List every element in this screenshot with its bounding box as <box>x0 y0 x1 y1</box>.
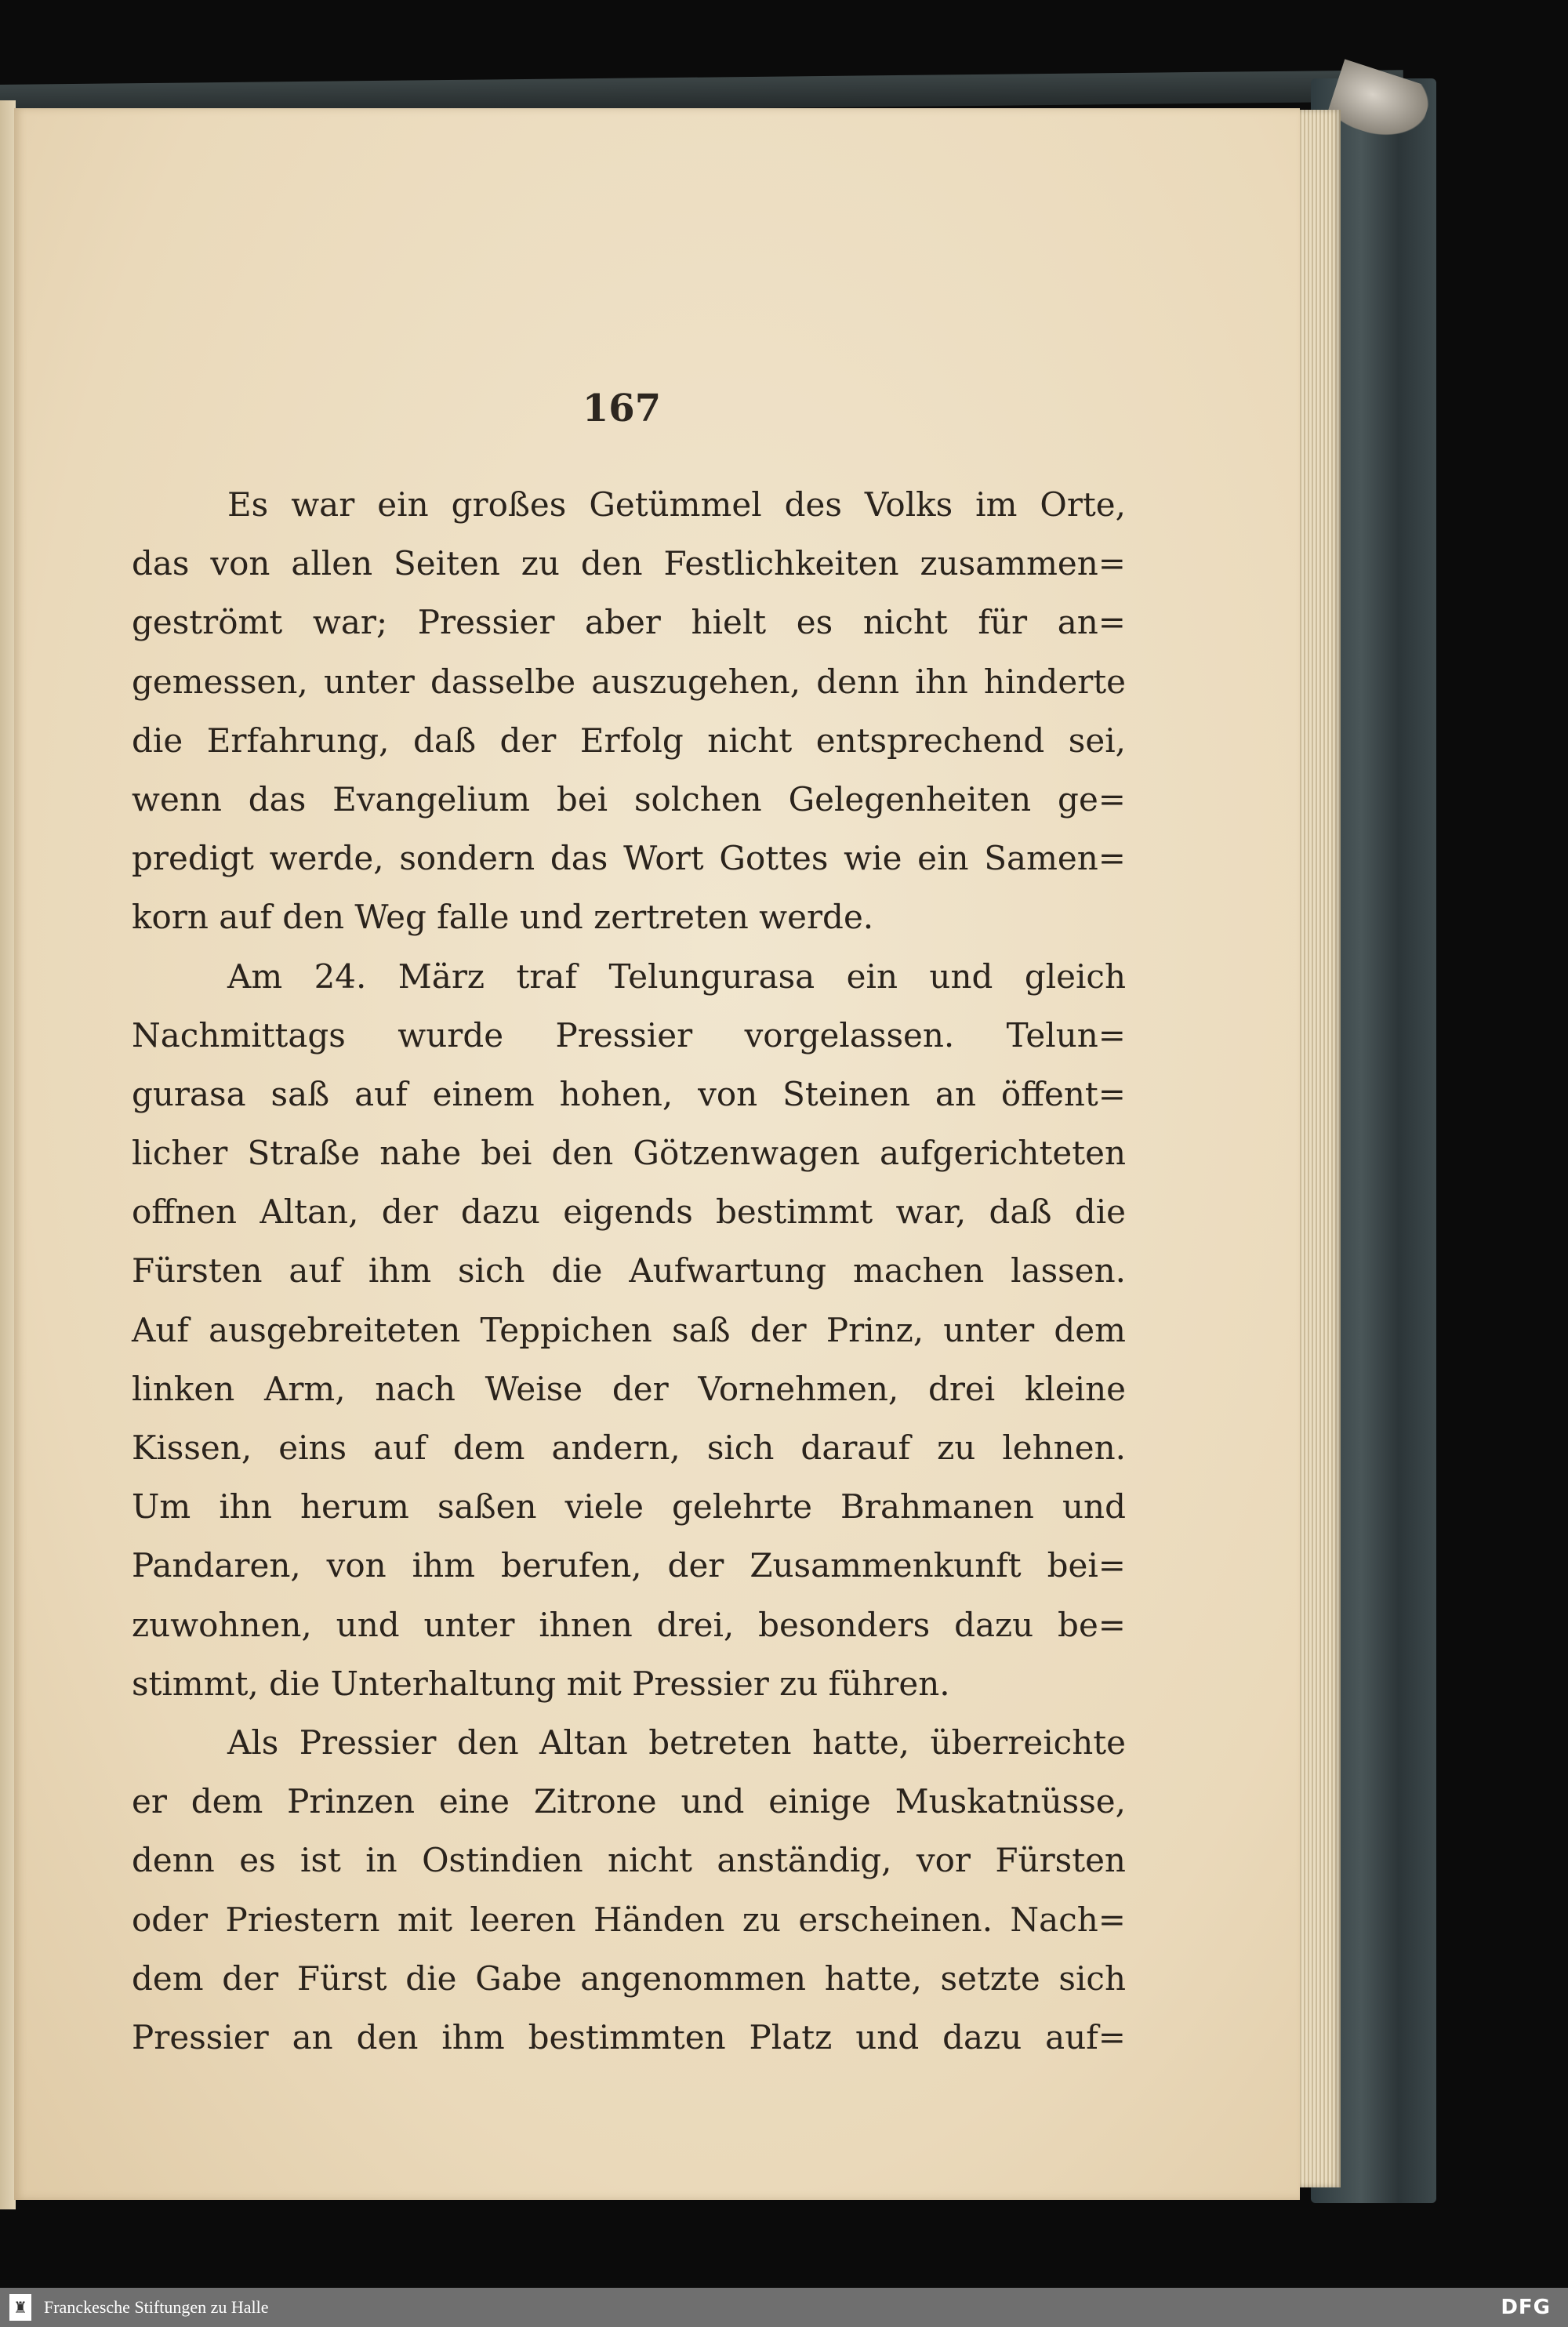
text-line: Pressier an den ihm bestimmten Platz und dazu auf= <box>132 2017 1126 2057</box>
text-line: Auf ausgebreiteten Teppichen saß der Prinz, unter dem <box>132 1310 1126 1349</box>
text-line: Pandaren, von ihm berufen, der Zusammenkunft bei= <box>132 1546 1126 1585</box>
institution-logo-icon[interactable]: ♜ <box>9 2294 31 2321</box>
body-text <box>132 475 1126 2067</box>
text-line: linken Arm, nach Weise der Vornehmen, drei kleine <box>132 1369 1126 1408</box>
book-page <box>14 108 1300 2200</box>
text-line: stimmt, die Unterhaltung mit Pressier zu führen. <box>132 1664 950 1703</box>
text-line: offnen Altan, der dazu eigends bestimmt war, daß die <box>132 1193 1126 1232</box>
text-line: Kissen, eins auf dem andern, sich darauf zu lehnen. <box>132 1429 1126 1467</box>
text-line: er dem Prinzen eine Zitrone und einige Muskatnüsse, <box>132 1782 1126 1821</box>
text-line: denn es ist in Ostindien nicht anständig, vor Fürsten <box>132 1841 1126 1880</box>
text-line: geströmt war; Pressier aber hielt es nicht für an= <box>132 603 1126 642</box>
text-line: oder Priestern mit leeren Händen zu erscheinen. Nach= <box>132 1900 1126 1939</box>
text-line: Um ihn herum saßen viele gelehrte Brahmanen und <box>132 1487 1126 1527</box>
text-line: Fürsten auf ihm sich die Aufwartung machen lassen. <box>132 1251 1126 1291</box>
text-line: Nachmittags wurde Pressier vorgelassen. Telun= <box>132 1015 1126 1055</box>
text-line: Am 24. März traf Telungurasa ein und gleich <box>227 957 1126 996</box>
facing-page-edge <box>0 100 16 2209</box>
page-number: 167 <box>582 387 662 430</box>
text-line: die Erfahrung, daß der Erfolg nicht entsprechend sei, <box>132 721 1126 760</box>
dfg-logo[interactable]: DFG <box>1501 2296 1551 2319</box>
institution-link[interactable]: Franckesche Stiftungen zu Halle <box>44 2297 269 2317</box>
text-line: Es war ein großes Getümmel des Volks im Orte, <box>227 485 1126 524</box>
text-line: das von allen Seiten zu den Festlichkeiten zusammen= <box>132 544 1126 583</box>
text-line: korn auf den Weg falle und zertreten werde. <box>132 898 874 937</box>
text-line: wenn das Evangelium bei solchen Gelegenheiten ge= <box>132 779 1126 819</box>
text-line: gemessen, unter dasselbe auszugehen, denn ihn hinderte <box>132 662 1126 701</box>
text-line: zuwohnen, und unter ihnen drei, besonders dazu be= <box>132 1605 1126 1644</box>
text-line: dem der Fürst die Gabe angenommen hatte, setzte sich <box>132 1959 1126 1998</box>
viewer-footer <box>0 2288 1568 2327</box>
text-line: licher Straße nahe bei den Götzenwagen aufgerichteten <box>132 1134 1126 1173</box>
text-line: Als Pressier den Altan betreten hatte, überreichte <box>227 1723 1126 1762</box>
text-line: predigt werde, sondern das Wort Gottes wie ein Samen= <box>132 839 1126 878</box>
text-line: gurasa saß auf einem hohen, von Steinen an öffent= <box>132 1074 1126 1113</box>
